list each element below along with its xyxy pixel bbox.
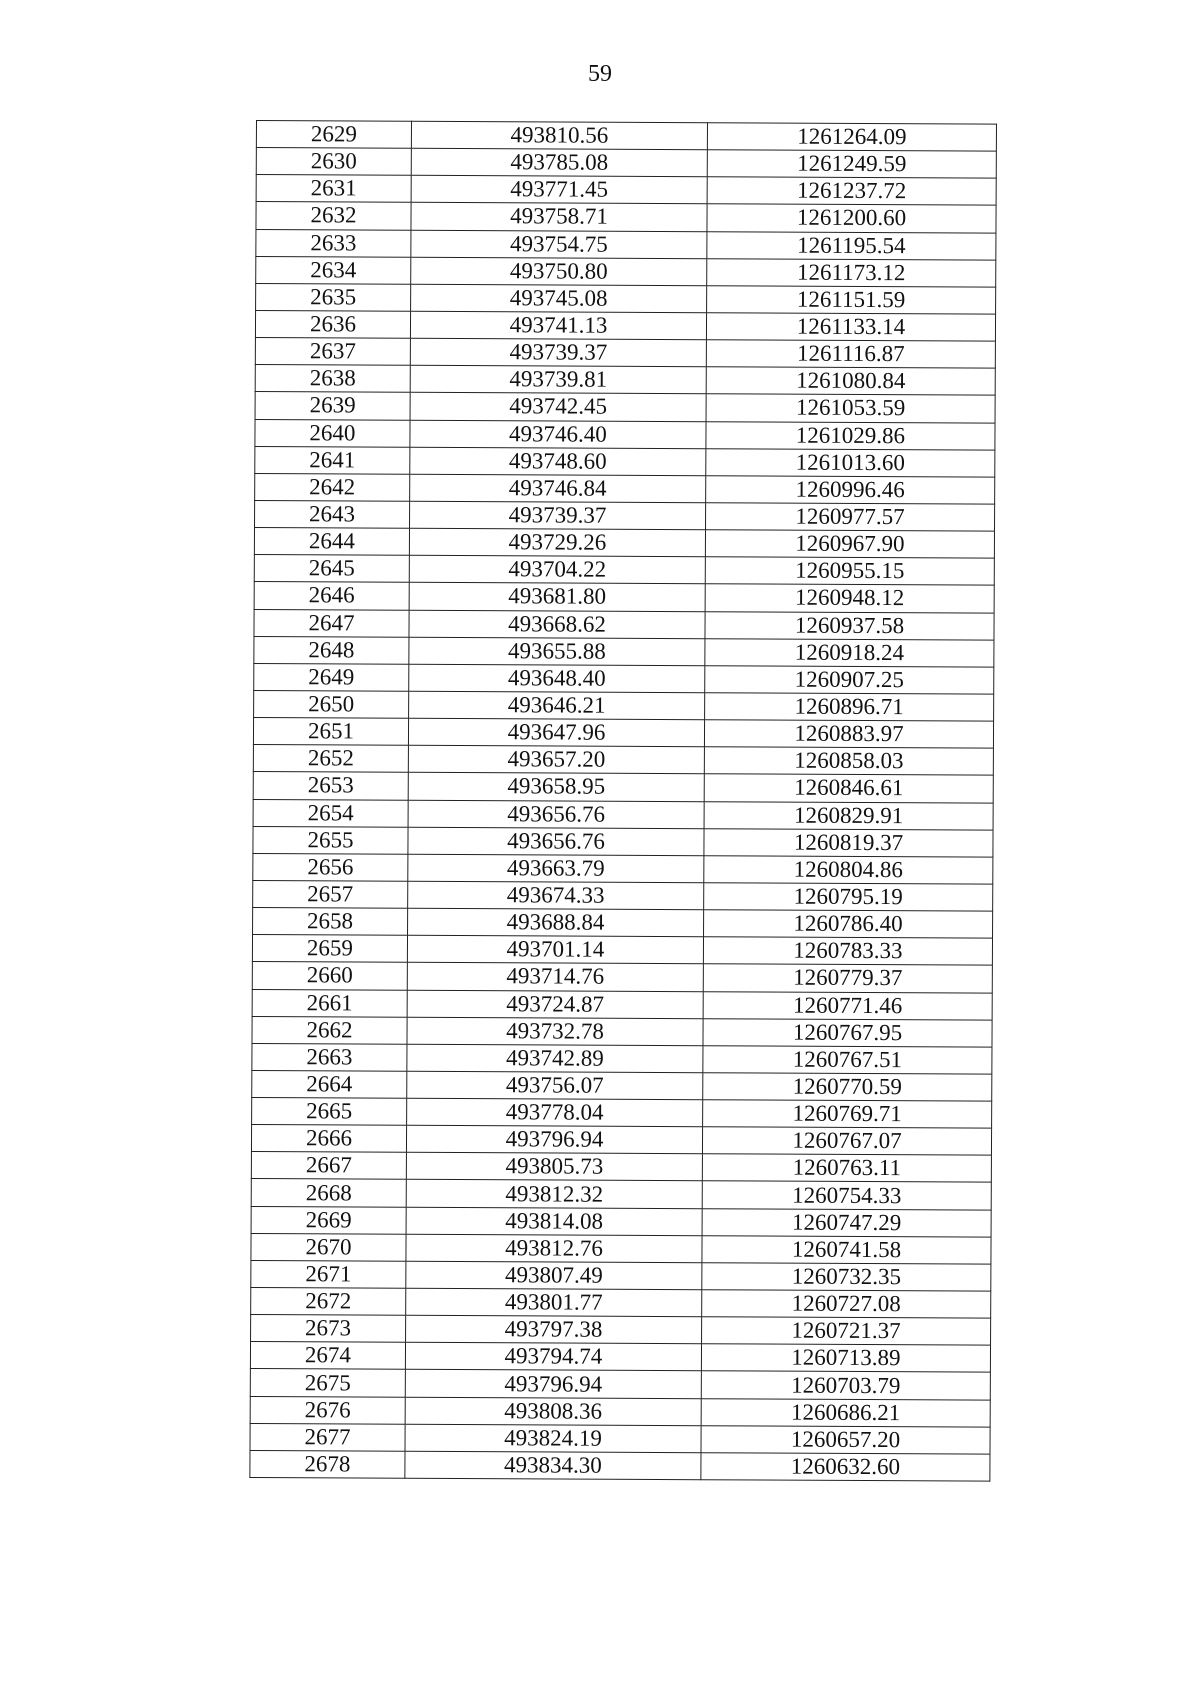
table-row: [254, 528, 994, 559]
x-coordinate-cell: 493778.04: [407, 1098, 703, 1127]
point-number-cell: 2678: [250, 1450, 405, 1478]
y-coordinate-cell: 1260763.11: [702, 1154, 991, 1183]
y-coordinate-cell: 1261116.87: [706, 340, 995, 369]
point-number-cell: 2668: [251, 1179, 406, 1207]
y-coordinate-cell: 1260786.40: [704, 910, 993, 939]
y-coordinate-cell: 1260829.91: [704, 801, 993, 830]
y-coordinate-cell: 1260883.97: [704, 720, 993, 749]
x-coordinate-cell: 493742.89: [407, 1044, 703, 1073]
point-number-cell: 2630: [256, 148, 411, 176]
point-number-cell: 2648: [254, 636, 409, 664]
x-coordinate-cell: 493796.94: [405, 1370, 701, 1399]
y-coordinate-cell: 1260804.86: [704, 855, 993, 884]
x-coordinate-cell: 493750.80: [411, 257, 707, 286]
y-coordinate-cell: 1261264.09: [707, 123, 996, 152]
table-row: [254, 636, 994, 667]
y-coordinate-cell: 1261080.84: [706, 367, 995, 396]
table-body: [250, 121, 997, 1482]
point-number-cell: 2663: [252, 1043, 407, 1071]
point-number-cell: 2641: [255, 446, 410, 474]
table-row: [256, 229, 996, 260]
table-row: [251, 1315, 991, 1346]
y-coordinate-cell: 1260937.58: [705, 611, 994, 640]
y-coordinate-cell: 1260896.71: [705, 693, 994, 722]
table-row: [253, 880, 993, 911]
y-coordinate-cell: 1260779.37: [703, 964, 992, 993]
x-coordinate-cell: 493714.76: [407, 963, 703, 992]
x-coordinate-cell: 493746.84: [410, 474, 706, 503]
point-number-cell: 2675: [250, 1369, 405, 1397]
table-row: [251, 1206, 991, 1237]
point-number-cell: 2646: [254, 582, 409, 610]
table-row: [256, 175, 996, 206]
point-number-cell: 2673: [251, 1315, 406, 1343]
x-coordinate-cell: 493674.33: [408, 881, 704, 910]
table-row: [256, 202, 996, 233]
table-row: [255, 365, 995, 396]
point-number-cell: 2669: [251, 1206, 406, 1234]
table-row: [253, 853, 993, 884]
table-row: [253, 772, 993, 803]
table-row: [255, 338, 995, 369]
point-number-cell: 2645: [254, 555, 409, 583]
x-coordinate-cell: 493771.45: [411, 176, 707, 205]
y-coordinate-cell: 1261151.59: [707, 286, 996, 315]
table-row: [253, 908, 993, 939]
table-row: [255, 446, 995, 477]
x-coordinate-cell: 493704.22: [409, 556, 705, 585]
table-row: [254, 609, 994, 640]
x-coordinate-cell: 493729.26: [409, 528, 705, 557]
table-row: [251, 1233, 991, 1264]
point-number-cell: 2642: [255, 473, 410, 501]
point-number-cell: 2639: [255, 392, 410, 420]
x-coordinate-cell: 493732.78: [407, 1017, 703, 1046]
table-row: [252, 962, 992, 993]
table-row: [250, 1369, 990, 1400]
table-row: [255, 392, 995, 423]
x-coordinate-cell: 493646.21: [409, 691, 705, 720]
x-coordinate-cell: 493701.14: [407, 935, 703, 964]
x-coordinate-cell: 493748.60: [410, 447, 706, 476]
x-coordinate-cell: 493754.75: [411, 230, 707, 259]
table-row: [250, 1342, 990, 1373]
point-number-cell: 2664: [252, 1070, 407, 1098]
x-coordinate-cell: 493746.40: [410, 420, 706, 449]
y-coordinate-cell: 1260741.58: [702, 1235, 991, 1264]
y-coordinate-cell: 1260747.29: [702, 1208, 991, 1237]
x-coordinate-cell: 493756.07: [407, 1071, 703, 1100]
x-coordinate-cell: 493824.19: [405, 1424, 701, 1453]
table-row: [252, 935, 992, 966]
point-number-cell: 2632: [256, 202, 411, 230]
point-number-cell: 2653: [253, 772, 408, 800]
table-row: [253, 799, 993, 830]
x-coordinate-cell: 493658.95: [408, 773, 704, 802]
point-number-cell: 2665: [252, 1098, 407, 1126]
x-coordinate-cell: 493648.40: [409, 664, 705, 693]
table-row: [250, 1450, 990, 1481]
x-coordinate-cell: 493797.38: [406, 1315, 702, 1344]
x-coordinate-cell: 493739.81: [410, 366, 706, 395]
point-number-cell: 2640: [255, 419, 410, 447]
table-row: [252, 1098, 992, 1129]
table-row: [253, 745, 993, 776]
y-coordinate-cell: 1260858.03: [704, 747, 993, 776]
x-coordinate-cell: 493805.73: [406, 1153, 702, 1182]
y-coordinate-cell: 1260907.25: [705, 666, 994, 695]
coordinates-table: [249, 120, 997, 1482]
point-number-cell: 2637: [255, 338, 410, 366]
point-number-cell: 2658: [253, 908, 408, 936]
y-coordinate-cell: 1260721.37: [702, 1317, 991, 1346]
y-coordinate-cell: 1260996.46: [706, 476, 995, 505]
y-coordinate-cell: 1260657.20: [701, 1425, 990, 1454]
table-row: [255, 419, 995, 450]
y-coordinate-cell: 1261249.59: [707, 150, 996, 179]
point-number-cell: 2660: [252, 962, 407, 990]
x-coordinate-cell: 493663.79: [408, 854, 704, 883]
point-number-cell: 2635: [256, 283, 411, 311]
point-number-cell: 2657: [253, 880, 408, 908]
table-row: [250, 1423, 990, 1454]
table-row: [256, 121, 996, 152]
x-coordinate-cell: 493688.84: [408, 908, 704, 937]
table-row: [251, 1125, 991, 1156]
y-coordinate-cell: 1260770.59: [703, 1073, 992, 1102]
point-number-cell: 2670: [251, 1233, 406, 1261]
y-coordinate-cell: 1261133.14: [706, 313, 995, 342]
y-coordinate-cell: 1260955.15: [705, 557, 994, 586]
y-coordinate-cell: 1260767.95: [703, 1018, 992, 1047]
point-number-cell: 2638: [255, 365, 410, 393]
table-row: [253, 826, 993, 857]
y-coordinate-cell: 1260783.33: [703, 937, 992, 966]
y-coordinate-cell: 1260632.60: [701, 1453, 990, 1482]
point-number-cell: 2667: [251, 1152, 406, 1180]
y-coordinate-cell: 1260767.07: [702, 1127, 991, 1156]
x-coordinate-cell: 493741.13: [410, 311, 706, 340]
y-coordinate-cell: 1260918.24: [705, 638, 994, 667]
table-row: [252, 1070, 992, 1101]
table-row: [254, 555, 994, 586]
table-row: [250, 1396, 990, 1427]
x-coordinate-cell: 493742.45: [410, 393, 706, 422]
table-row: [256, 256, 996, 287]
y-coordinate-cell: 1260713.89: [701, 1344, 990, 1373]
point-number-cell: 2634: [256, 256, 411, 284]
point-number-cell: 2666: [251, 1125, 406, 1153]
point-number-cell: 2651: [253, 718, 408, 746]
y-coordinate-cell: 1260795.19: [704, 883, 993, 912]
x-coordinate-cell: 493657.20: [408, 745, 704, 774]
y-coordinate-cell: 1261237.72: [707, 177, 996, 206]
table-row: [256, 148, 996, 179]
x-coordinate-cell: 493807.49: [406, 1261, 702, 1290]
y-coordinate-cell: 1261173.12: [707, 258, 996, 287]
y-coordinate-cell: 1260967.90: [705, 530, 994, 559]
y-coordinate-cell: 1260754.33: [702, 1181, 991, 1210]
y-coordinate-cell: 1260846.61: [704, 774, 993, 803]
table-row: [254, 582, 994, 613]
point-number-cell: 2672: [251, 1288, 406, 1316]
x-coordinate-cell: 493724.87: [407, 990, 703, 1019]
table-row: [255, 473, 995, 504]
x-coordinate-cell: 493655.88: [409, 637, 705, 666]
y-coordinate-cell: 1260819.37: [704, 828, 993, 857]
table-row: [251, 1288, 991, 1319]
y-coordinate-cell: 1261200.60: [707, 204, 996, 233]
table-row: [254, 663, 994, 694]
point-number-cell: 2656: [253, 853, 408, 881]
point-number-cell: 2671: [251, 1260, 406, 1288]
y-coordinate-cell: 1260771.46: [703, 991, 992, 1020]
table-row: [253, 718, 993, 749]
point-number-cell: 2644: [254, 528, 409, 556]
y-coordinate-cell: 1260703.79: [701, 1371, 990, 1400]
table-row: [251, 1152, 991, 1183]
x-coordinate-cell: 493681.80: [409, 583, 705, 612]
point-number-cell: 2654: [253, 799, 408, 827]
table-row: [251, 1179, 991, 1210]
y-coordinate-cell: 1261029.86: [706, 421, 995, 450]
x-coordinate-cell: 493745.08: [411, 284, 707, 313]
y-coordinate-cell: 1260727.08: [702, 1290, 991, 1319]
point-number-cell: 2659: [252, 935, 407, 963]
y-coordinate-cell: 1260732.35: [702, 1263, 991, 1292]
y-coordinate-cell: 1261053.59: [706, 394, 995, 423]
x-coordinate-cell: 493668.62: [409, 610, 705, 639]
y-coordinate-cell: 1260686.21: [701, 1398, 990, 1427]
page-number: 59: [588, 61, 612, 87]
point-number-cell: 2636: [255, 310, 410, 338]
point-number-cell: 2629: [256, 121, 411, 149]
y-coordinate-cell: 1260977.57: [706, 503, 995, 532]
x-coordinate-cell: 493796.94: [406, 1125, 702, 1154]
x-coordinate-cell: 493834.30: [405, 1451, 701, 1480]
point-number-cell: 2649: [254, 663, 409, 691]
point-number-cell: 2677: [250, 1423, 405, 1451]
table-row: [251, 1260, 991, 1291]
x-coordinate-cell: 493656.76: [408, 800, 704, 829]
x-coordinate-cell: 493739.37: [410, 501, 706, 530]
point-number-cell: 2662: [252, 1016, 407, 1044]
table-row: [256, 283, 996, 314]
x-coordinate-cell: 493656.76: [408, 827, 704, 856]
point-number-cell: 2652: [253, 745, 408, 773]
x-coordinate-cell: 493758.71: [411, 203, 707, 232]
x-coordinate-cell: 493794.74: [405, 1343, 701, 1372]
table-row: [255, 500, 995, 531]
y-coordinate-cell: 1261195.54: [707, 231, 996, 260]
point-number-cell: 2655: [253, 826, 408, 854]
point-number-cell: 2676: [250, 1396, 405, 1424]
point-number-cell: 2661: [252, 989, 407, 1017]
x-coordinate-cell: 493739.37: [410, 338, 706, 367]
y-coordinate-cell: 1261013.60: [706, 448, 995, 477]
table-row: [252, 1043, 992, 1074]
x-coordinate-cell: 493812.76: [406, 1234, 702, 1263]
table-row: [255, 310, 995, 341]
table-row: [252, 1016, 992, 1047]
table-row: [254, 690, 994, 721]
point-number-cell: 2633: [256, 229, 411, 257]
x-coordinate-cell: 493785.08: [411, 148, 707, 177]
x-coordinate-cell: 493814.08: [406, 1207, 702, 1236]
point-number-cell: 2650: [254, 690, 409, 718]
y-coordinate-cell: 1260767.51: [703, 1045, 992, 1074]
point-number-cell: 2643: [255, 500, 410, 528]
point-number-cell: 2647: [254, 609, 409, 637]
x-coordinate-cell: 493810.56: [411, 121, 707, 150]
x-coordinate-cell: 493801.77: [406, 1288, 702, 1317]
table-row: [252, 989, 992, 1020]
point-number-cell: 2674: [250, 1342, 405, 1370]
x-coordinate-cell: 493647.96: [408, 718, 704, 747]
x-coordinate-cell: 493812.32: [406, 1180, 702, 1209]
y-coordinate-cell: 1260769.71: [703, 1100, 992, 1129]
x-coordinate-cell: 493808.36: [405, 1397, 701, 1426]
point-number-cell: 2631: [256, 175, 411, 203]
y-coordinate-cell: 1260948.12: [705, 584, 994, 613]
